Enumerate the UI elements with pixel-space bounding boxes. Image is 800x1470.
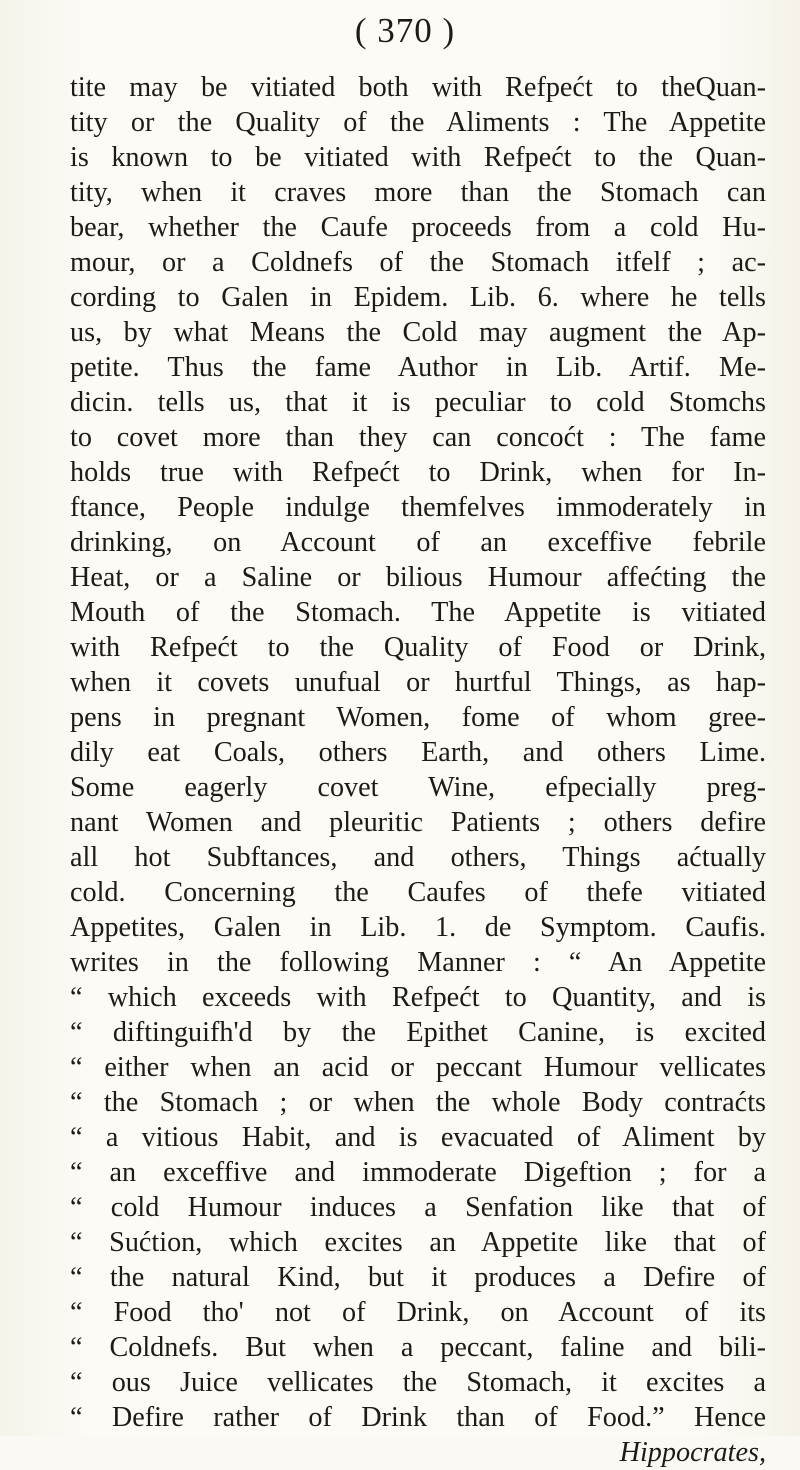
text-line: “ Sućtion, which excites an Appetite like that of — [70, 1227, 766, 1258]
text-line: petite. Thus the fame Author in Lib. Artif. Me- — [70, 352, 766, 383]
text-line: when it covets unufual or hurtful Things, as hap- — [70, 667, 766, 698]
text-line: “ a vitious Habit, and is evacuated of Aliment by — [70, 1122, 766, 1153]
text-line: “ Food tho' not of Drink, on Account of its — [70, 1297, 766, 1328]
catchword: Hippocrates, — [619, 1437, 766, 1468]
text-line: tity or the Quality of the Aliments : The Appetite — [70, 107, 766, 138]
text-line: “ an exceffive and immoderate Digeftion ; for a — [70, 1157, 766, 1188]
text-line: Appetites, Galen in Lib. 1. de Symptom. Caufis. — [70, 912, 766, 943]
body-text — [70, 70, 766, 1470]
page-number: ( 370 ) — [354, 11, 456, 50]
text-line: writes in the following Manner : “ An Appetite — [70, 947, 766, 978]
text-line: us, by what Means the Cold may augment the Ap- — [70, 317, 766, 348]
text-line: drinking, on Account of an exceffive febrile — [70, 527, 766, 558]
text-line: dily eat Coals, others Earth, and others Lime. — [70, 737, 766, 768]
text-line: “ the natural Kind, but it produces a Defire of — [70, 1262, 766, 1293]
text-line: is known to be vitiated with Refpećt to the Quan- — [70, 142, 766, 173]
text-line: bear, whether the Caufe proceeds from a cold Hu- — [70, 212, 766, 243]
text-line: to covet more than they can concoćt : The fame — [70, 422, 766, 453]
text-line: “ the Stomach ; or when the whole Body contraćts — [70, 1087, 766, 1118]
text-line: Heat, or a Saline or bilious Humour affećting the — [70, 562, 766, 593]
text-line: holds true with Refpećt to Drink, when for In- — [70, 457, 766, 488]
text-line: “ either when an acid or peccant Humour vellicates — [70, 1052, 766, 1083]
text-line: with Refpećt to the Quality of Food or Drink, — [70, 632, 766, 663]
text-line: cold. Concerning the Caufes of thefe vitiated — [70, 877, 766, 908]
text-line: cording to Galen in Epidem. Lib. 6. where he tells — [70, 282, 766, 313]
text-line: pens in pregnant Women, fome of whom gree- — [70, 702, 766, 733]
text-line: ftance, People indulge themfelves immoderately in — [70, 492, 766, 523]
text-line: “ which exceeds with Refpećt to Quantity, and is — [70, 982, 766, 1013]
text-line: “ Defire rather of Drink than of Food.” Hence — [70, 1402, 766, 1433]
text-line: mour, or a Coldnefs of the Stomach itfelf ; ac- — [70, 247, 766, 278]
text-line: Some eagerly covet Wine, efpecially preg- — [70, 772, 766, 803]
text-line: “ Coldnefs. But when a peccant, faline and bili- — [70, 1332, 766, 1363]
text-line: Mouth of the Stomach. The Appetite is vitiated — [70, 597, 766, 628]
text-line: “ ous Juice vellicates the Stomach, it excites a — [70, 1367, 766, 1398]
text-line: “ cold Humour induces a Senfation like that of — [70, 1192, 766, 1223]
text-line: all hot Subftances, and others, Things aćtually — [70, 842, 766, 873]
text-line: dicin. tells us, that it is peculiar to cold Stomchs — [70, 387, 766, 418]
text-line: tite may be vitiated both with Refpećt to theQuan- — [70, 72, 766, 103]
text-line: tity, when it craves more than the Stomach can — [70, 177, 766, 208]
text-line: “ diftinguifh'd by the Epithet Canine, is excited — [70, 1017, 766, 1048]
text-line: nant Women and pleuritic Patients ; others defire — [70, 807, 766, 838]
